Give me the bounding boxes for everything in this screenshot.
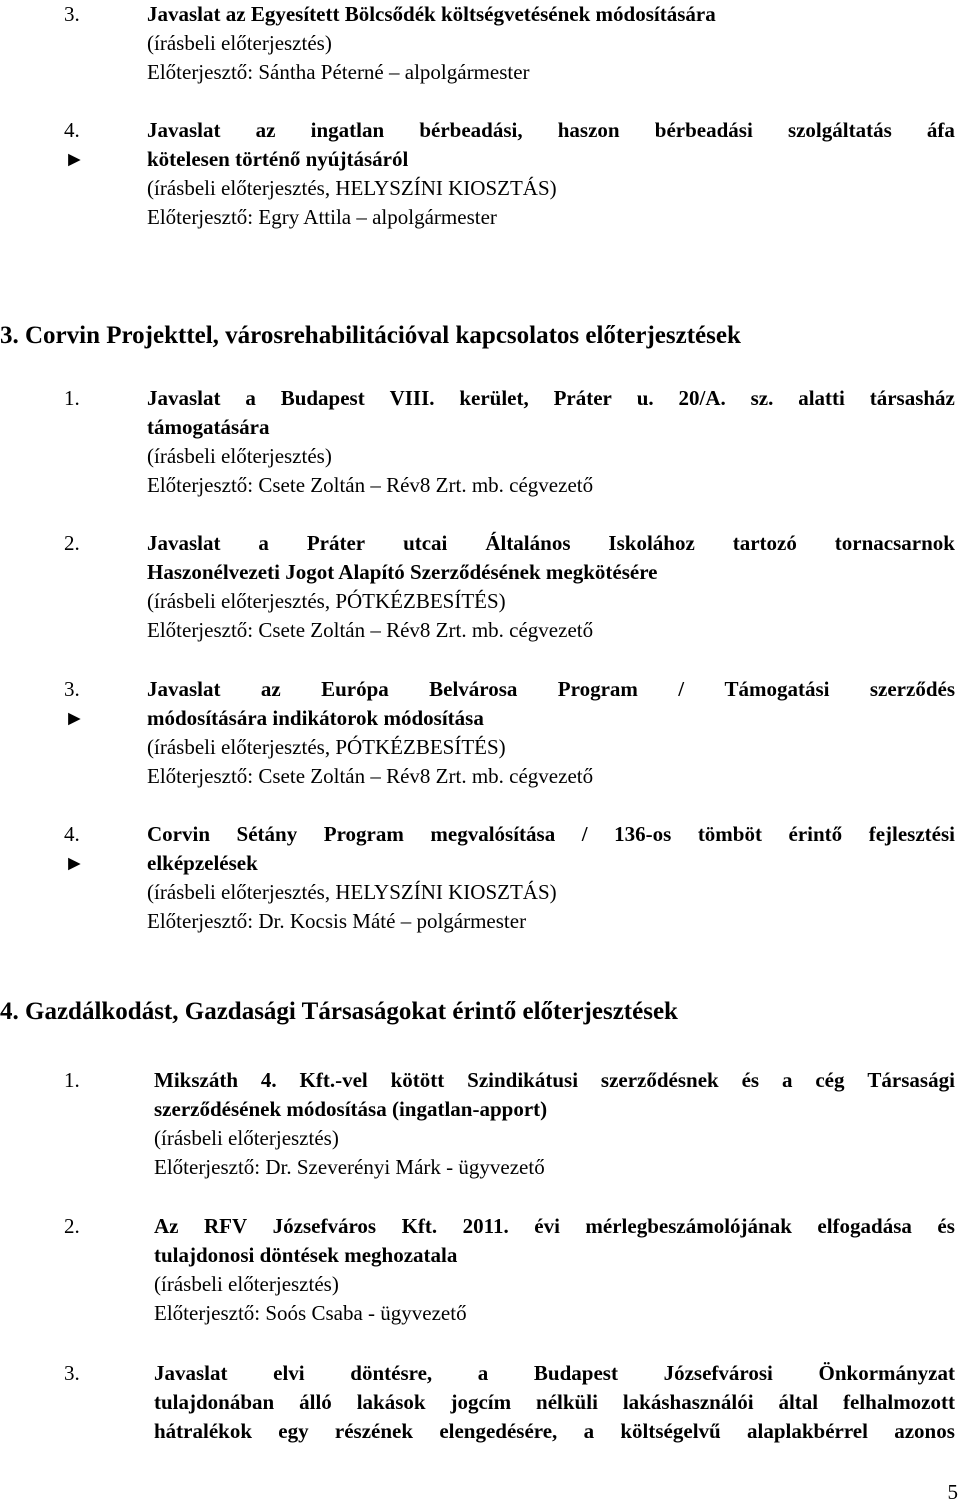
- w: bérbeadási: [654, 118, 753, 142]
- w: és: [937, 1214, 955, 1238]
- item-number: 1.: [64, 1068, 80, 1092]
- w: a: [245, 386, 256, 410]
- justified-line: [147, 675, 955, 704]
- w: tömböt: [697, 822, 762, 846]
- item-title-line: [147, 384, 955, 413]
- submission-type: (írásbeli előterjesztés): [154, 1272, 339, 1296]
- w: az: [260, 677, 281, 701]
- w: elvi: [273, 1361, 305, 1385]
- w: a: [258, 531, 269, 555]
- w: Európa: [321, 677, 389, 701]
- w: Budapest: [280, 386, 365, 410]
- w: felhalmozott: [843, 1390, 955, 1414]
- submission-type: (írásbeli előterjesztés, HELYSZÍNI KIOSZTÁS): [147, 176, 557, 200]
- justified-line: [154, 1066, 955, 1095]
- submission-type: (írásbeli előterjesztés): [147, 31, 332, 55]
- w: kerület,: [459, 386, 529, 410]
- w: Józsefvárosi: [663, 1361, 773, 1385]
- justified-line: [147, 529, 955, 558]
- w: Kft.: [401, 1214, 438, 1238]
- presenter: Előterjesztő: Csete Zoltán – Rév8 Zrt. mb. cégvezető: [147, 618, 594, 642]
- item-number: 4.: [64, 118, 80, 142]
- w: Iskolához: [608, 531, 695, 555]
- w: cég: [815, 1068, 845, 1092]
- submission-type: (írásbeli előterjesztés, PÓTKÉZBESÍTÉS): [147, 735, 506, 759]
- item-number: 3.: [64, 677, 80, 701]
- item-title-line: támogatására: [147, 415, 270, 439]
- w: és: [741, 1068, 760, 1092]
- w: lakások: [356, 1390, 426, 1414]
- w: Támogatási: [724, 677, 830, 701]
- w: szerződés: [869, 677, 955, 701]
- w: szerződésnek: [600, 1068, 719, 1092]
- w: tulajdonában: [154, 1390, 275, 1414]
- w: társasház: [869, 386, 955, 410]
- w: érintő: [788, 822, 843, 846]
- w: Javaslat: [147, 531, 221, 555]
- w: nélküli: [536, 1390, 598, 1414]
- w: szolgáltatás: [787, 118, 892, 142]
- item-title-line: szerződésének módosítása (ingatlan-apport): [154, 1097, 548, 1121]
- w: Sétány: [236, 822, 298, 846]
- item-title-line: elképzelések: [147, 851, 258, 875]
- w: elengedésére,: [439, 1419, 558, 1443]
- item-title-line: [147, 116, 955, 145]
- w: u.: [636, 386, 654, 410]
- submission-type: (írásbeli előterjesztés, HELYSZÍNI KIOSZTÁS): [147, 880, 557, 904]
- w: évi: [534, 1214, 560, 1238]
- item-title-line: [154, 1417, 955, 1446]
- w: RFV: [204, 1214, 248, 1238]
- w: jogcím: [450, 1390, 512, 1414]
- w: döntésre,: [350, 1361, 433, 1385]
- item-number: 3.: [64, 2, 80, 26]
- item-title-line: [154, 1388, 955, 1417]
- item-title-line: [154, 1359, 955, 1388]
- justified-line: [147, 116, 955, 145]
- w: Józsefváros: [272, 1214, 377, 1238]
- w: Kft.-vel: [299, 1068, 368, 1092]
- arrow-marker-icon: ►: [64, 851, 85, 875]
- w: Javaslat: [154, 1361, 228, 1385]
- w: utcai: [403, 531, 448, 555]
- w: Javaslat: [147, 677, 221, 701]
- w: által: [778, 1390, 819, 1414]
- justified-line: [154, 1359, 955, 1388]
- w: /: [678, 677, 685, 701]
- w: VIII.: [389, 386, 435, 410]
- w: 136-os: [614, 822, 672, 846]
- w: Belvárosa: [429, 677, 518, 701]
- w: kötött: [390, 1068, 445, 1092]
- w: fejlesztési: [868, 822, 955, 846]
- justified-line: [154, 1212, 955, 1241]
- w: a: [477, 1361, 489, 1385]
- item-number: 3.: [64, 1361, 80, 1385]
- item-title-line: [154, 1212, 955, 1241]
- w: Társasági: [867, 1068, 955, 1092]
- w: Javaslat: [147, 118, 221, 142]
- item-number: 2.: [64, 531, 80, 555]
- w: elfogadása: [817, 1214, 912, 1238]
- w: a: [781, 1068, 793, 1092]
- w: Szindikátusi: [467, 1068, 579, 1092]
- item-number: 1.: [64, 386, 80, 410]
- w: 2011.: [462, 1214, 509, 1238]
- submission-type: (írásbeli előterjesztés): [154, 1126, 339, 1150]
- w: Az: [154, 1214, 179, 1238]
- item-title-line: [154, 1066, 955, 1095]
- presenter: Előterjesztő: Sántha Péterné – alpolgármester: [147, 60, 530, 84]
- w: Program: [557, 677, 638, 701]
- w: Práter: [306, 531, 366, 555]
- item-title-line: tulajdonosi döntések meghozatala: [154, 1243, 458, 1267]
- justified-line: [147, 384, 955, 413]
- w: alaplakbérrel: [747, 1419, 868, 1443]
- item-number: 4.: [64, 822, 80, 846]
- arrow-marker-icon: ►: [64, 706, 85, 730]
- w: alatti: [798, 386, 845, 410]
- w: sz.: [750, 386, 774, 410]
- w: tartozó: [732, 531, 797, 555]
- w: mérlegbeszámolójának: [585, 1214, 792, 1238]
- submission-type: (írásbeli előterjesztés, PÓTKÉZBESÍTÉS): [147, 589, 506, 613]
- page-number: 5: [947, 1480, 958, 1504]
- w: /: [581, 822, 588, 846]
- w: a: [583, 1419, 595, 1443]
- item-title-line: [147, 820, 955, 849]
- section-heading: 3. Corvin Projekttel, városrehabilitációval kapcsolatos előterjesztések: [0, 322, 741, 349]
- w: azonos: [894, 1419, 955, 1443]
- w: tornacsarnok: [834, 531, 955, 555]
- w: álló: [299, 1390, 332, 1414]
- w: részének: [334, 1419, 414, 1443]
- w: Önkormányzat: [818, 1361, 955, 1385]
- w: az: [255, 118, 276, 142]
- justified-line: [147, 820, 955, 849]
- item-title-line: módosítására indikátorok módosítása: [147, 706, 484, 730]
- presenter: Előterjesztő: Soós Csaba - ügyvezető: [154, 1301, 467, 1325]
- item-title-line: Haszonélvezeti Jogot Alapító Szerződésének megkötésére: [147, 560, 658, 584]
- item-title-line: kötelesen történő nyújtásáról: [147, 147, 409, 171]
- w: Corvin: [147, 822, 210, 846]
- w: hátralékok: [154, 1419, 253, 1443]
- w: ingatlan: [310, 118, 385, 142]
- w: megvalósítása: [430, 822, 556, 846]
- section-heading: 4. Gazdálkodást, Gazdasági Társaságokat érintő előterjesztések: [0, 998, 678, 1025]
- presenter: Előterjesztő: Csete Zoltán – Rév8 Zrt. mb. cégvezető: [147, 473, 594, 497]
- justified-line: [154, 1417, 955, 1446]
- w: lakáshasználói: [622, 1390, 754, 1414]
- presenter: Előterjesztő: Dr. Kocsis Máté – polgármester: [147, 909, 527, 933]
- w: 20/A.: [678, 386, 726, 410]
- w: bérbeadási,: [419, 118, 523, 142]
- w: Javaslat: [147, 386, 221, 410]
- w: Mikszáth: [154, 1068, 238, 1092]
- presenter: Előterjesztő: Dr. Szeverényi Márk - ügyvezető: [154, 1155, 545, 1179]
- presenter: Előterjesztő: Egry Attila – alpolgármester: [147, 205, 497, 229]
- w: Program: [323, 822, 404, 846]
- w: Práter: [553, 386, 612, 410]
- item-title-line: Javaslat az Egyesített Bölcsődék költségvetésének módosítására: [147, 2, 716, 26]
- w: áfa: [926, 118, 955, 142]
- w: egy: [278, 1419, 309, 1443]
- submission-type: (írásbeli előterjesztés): [147, 444, 332, 468]
- arrow-marker-icon: ►: [64, 147, 85, 171]
- item-title-line: [147, 675, 955, 704]
- w: haszon: [557, 118, 620, 142]
- justified-line: [154, 1388, 955, 1417]
- item-title-line: [147, 529, 955, 558]
- w: 4.: [260, 1068, 277, 1092]
- presenter: Előterjesztő: Csete Zoltán – Rév8 Zrt. mb. cégvezető: [147, 764, 594, 788]
- item-number: 2.: [64, 1214, 80, 1238]
- w: Budapest: [533, 1361, 618, 1385]
- w: Általános: [485, 531, 571, 555]
- w: költségelvű: [620, 1419, 721, 1443]
